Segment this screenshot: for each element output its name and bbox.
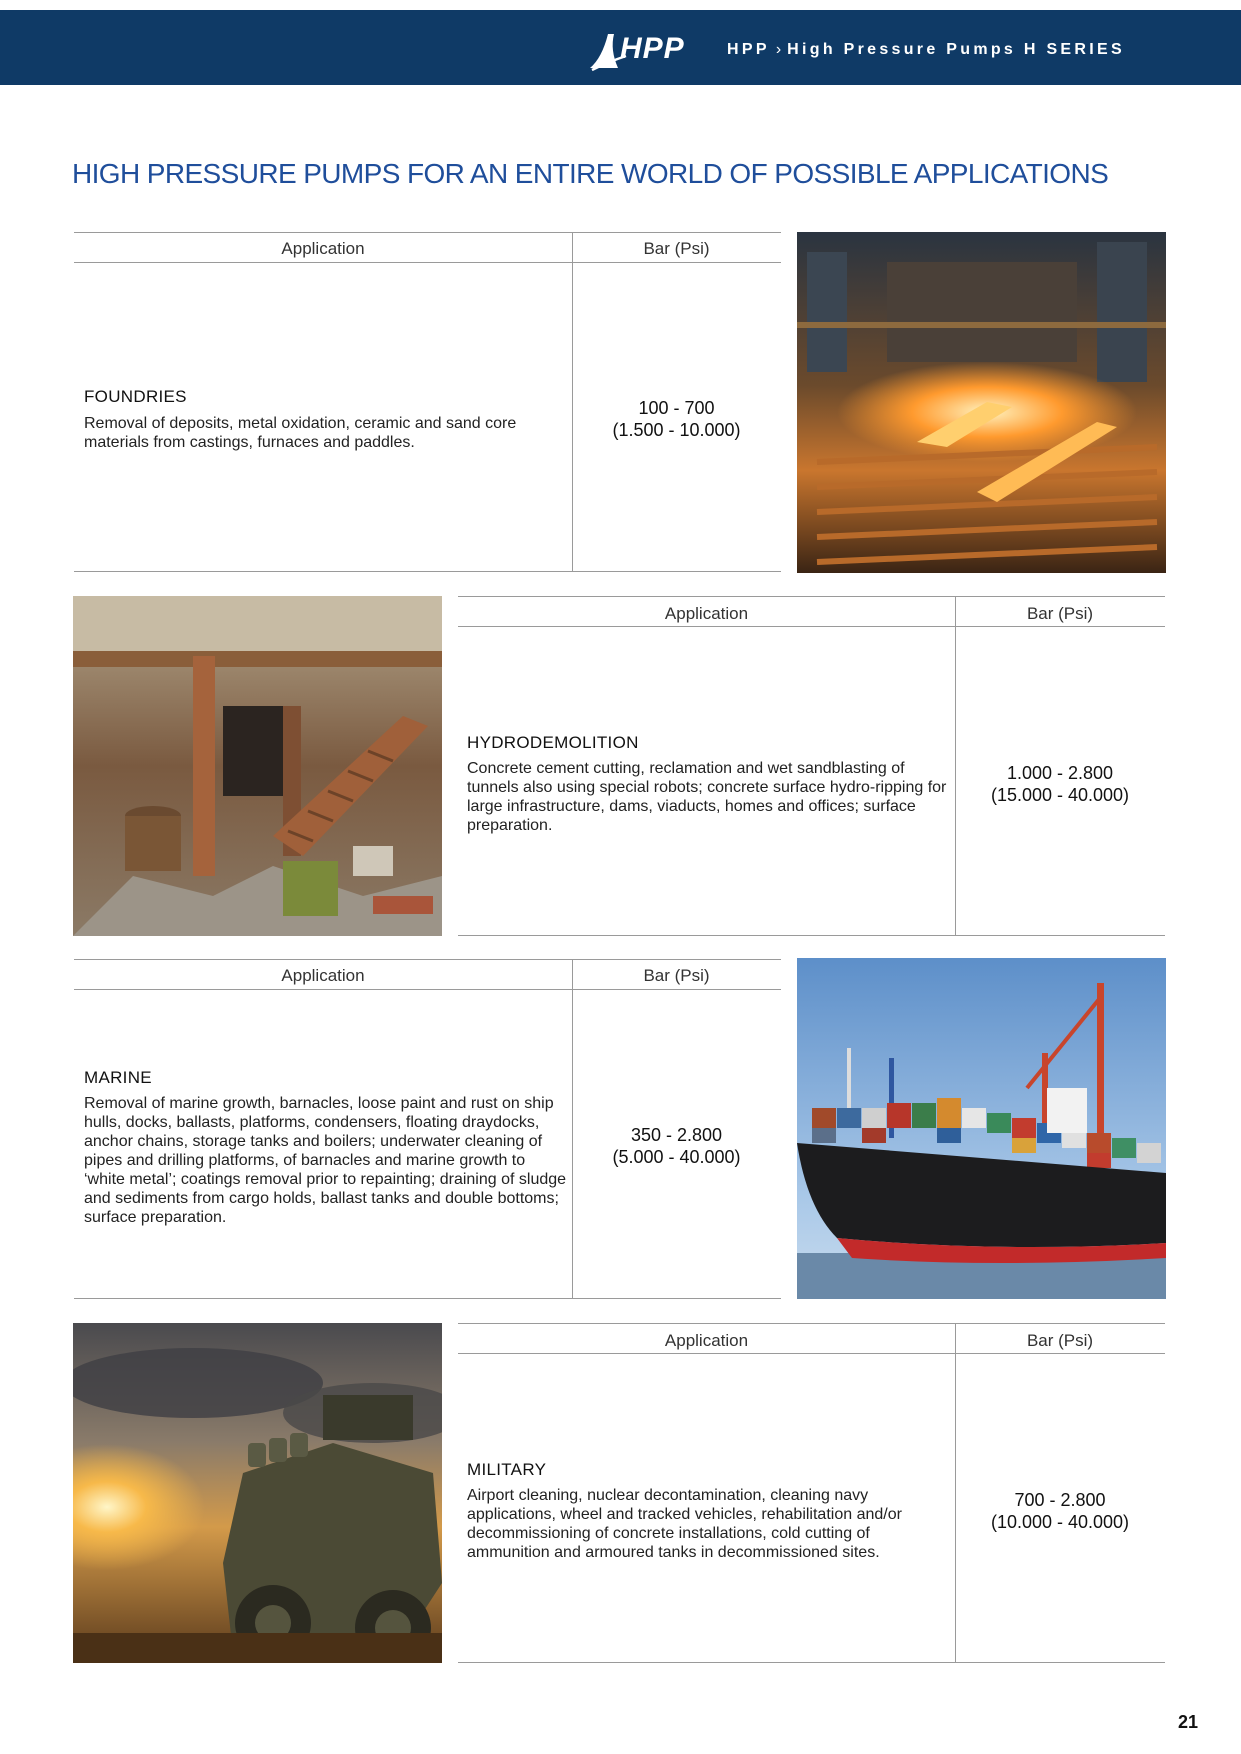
column-header-application: Application <box>664 1331 749 1350</box>
breadcrumb-separator-icon: › <box>775 41 782 58</box>
application-name: FOUNDRIES <box>84 387 187 406</box>
header-bar <box>0 10 1241 85</box>
military-photo <box>73 1323 442 1663</box>
column-header-application: Application <box>281 966 365 985</box>
bar-range: 100 - 700 <box>638 398 715 418</box>
bar-value <box>955 762 1165 806</box>
breadcrumb-brand: HPP <box>727 41 770 58</box>
breadcrumb-page: High Pressure Pumps H SERIES <box>787 41 1125 58</box>
column-header-application: Application <box>664 604 749 623</box>
application-name: MILITARY <box>467 1460 547 1479</box>
hpp-logo <box>588 28 708 72</box>
bar-range: 350 - 2.800 <box>630 1125 723 1145</box>
psi-range: (15.000 - 40.000) <box>990 785 1130 805</box>
application-description: Removal of deposits, metal oxidation, ceramic and sand core materials from castings, furnaces and paddles. <box>84 415 517 451</box>
column-header-bar: Bar (Psi) <box>643 966 710 985</box>
application-description: Concrete cement cutting, reclamation and wet sandblasting of tunnels also using special robots; concrete surface hydro-ripping for large infrastructure, dams, viaducts, homes and offices; surface preparation. <box>467 760 947 834</box>
application-name: HYDRODEMOLITION <box>467 733 639 752</box>
bar-value <box>572 1124 781 1168</box>
column-header-bar: Bar (Psi) <box>1026 604 1094 623</box>
column-header-application: Application <box>281 239 365 258</box>
application-description: Removal of marine growth, barnacles, loose paint and rust on ship hulls, docks, ballasts, platforms, condensers, floating draydocks, anchor chains, storage tanks and boilers; underwater cleaning of pipes and drilling platforms, of barnacles and marine growth to ‘white metal’; coatings removal prior to repainting; draining of sludge and sediments from cargo holds, ballast tanks and double bottoms; surface preparation. <box>84 1095 567 1226</box>
psi-range: (5.000 - 40.000) <box>612 1147 741 1167</box>
application-name: MARINE <box>84 1068 152 1087</box>
marine-photo <box>797 958 1166 1299</box>
psi-range: (1.500 - 10.000) <box>612 420 741 440</box>
page-title: HIGH PRESSURE PUMPS FOR AN ENTIRE WORLD OF POSSIBLE APPLICATIONS <box>72 158 1109 189</box>
bar-value <box>572 397 781 441</box>
breadcrumb <box>727 41 1125 59</box>
psi-range: (10.000 - 40.000) <box>990 1512 1130 1532</box>
foundry-photo <box>797 232 1166 573</box>
hydrodemolition-photo <box>73 596 442 936</box>
logo-text: HPP <box>620 32 685 65</box>
column-header-bar: Bar (Psi) <box>643 239 710 258</box>
page-number: 21 <box>1178 1712 1199 1732</box>
bar-range: 1.000 - 2.800 <box>1006 763 1114 783</box>
column-header-bar: Bar (Psi) <box>1026 1331 1094 1350</box>
bar-value <box>955 1489 1165 1533</box>
bar-range: 700 - 2.800 <box>1014 1490 1106 1510</box>
application-description: Airport cleaning, nuclear decontamination, cleaning navy applications, wheel and tracked vehicles, rehabilitation and/or decommissioning of concrete installations, cold cutting of ammunition and armoured tanks in decommissioned sites. <box>467 1487 902 1561</box>
